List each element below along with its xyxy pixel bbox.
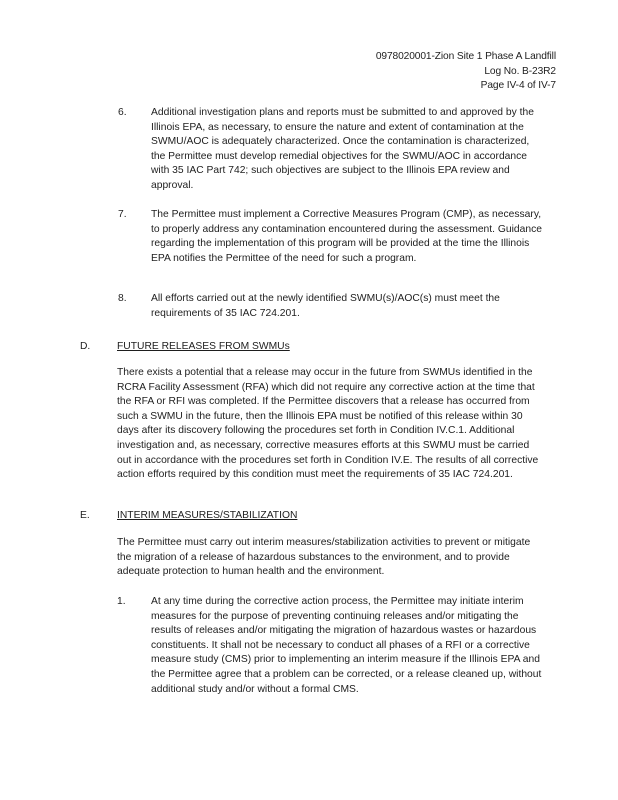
- section-e-letter: E.: [80, 510, 90, 521]
- item-number: 8.: [118, 293, 127, 304]
- item-text: At any time during the corrective action process, the Permittee may initiate interim measures for the purpose of preventing continuing releases and/or mitigating the results of releases and/or mitigating the migration of hazardous wastes or hazardous constituents. It shall not be necessary to conduct all phases of a RFI or a corrective measure study (CMS) prior to implementing an interim measure if the Illinois EPA and the Permittee agree that a problem can be corrected, or a release cleaned up, without additional study and/or without a formal CMS.: [151, 596, 542, 695]
- section-e-body: The Permittee must carry out interim measures/stabilization activities to prevent or mitigate the migration of a release of hazardous substances to the environment, and to provide adequate protection to human health and the environment.: [117, 537, 531, 578]
- header-page-number: Page IV-4 of IV-7: [480, 80, 556, 91]
- section-e-title: INTERIM MEASURES/STABILIZATION: [117, 510, 298, 521]
- item-text: Additional investigation plans and reports must be submitted to and approved by the Illinois EPA, as necessary, to ensure the nature and extent of contamination at the SWMU/AOC is adequately characterized. Once the contamination is characterized, the Permittee must develop remedial objectives for the SWMU/AOC in accordance with 35 IAC Part 742; such objectives are subject to the Illinois EPA review and approval.: [151, 107, 534, 191]
- section-d-title: FUTURE RELEASES FROM SWMUs: [117, 341, 290, 352]
- item-text: All efforts carried out at the newly identified SWMU(s)/AOC(s) must meet the requirements of 35 IAC 724.201.: [151, 293, 500, 319]
- header-permit-id: 0978020001-Zion Site 1 Phase A Landfill: [375, 51, 556, 62]
- item-number: 7.: [118, 209, 127, 220]
- item-text: The Permittee must implement a Corrective Measures Program (CMP), as necessary, to properly address any contamination encountered during the assessment. Guidance regarding the implementation of this program will be provided at the time the Illinois EPA notifies the Permittee of the need for such a program.: [151, 209, 542, 264]
- item-number: 1.: [117, 596, 126, 607]
- section-d-body: There exists a potential that a release may occur in the future from SWMUs identified in the RCRA Facility Assessment (RFA) which did not require any corrective action at the time that the RFA or RFI was completed. If the Permittee discovers that a release has occurred from such a SWMU in the future, then the Illinois EPA must be notified of this release within 30 days after its discovery following the procedures set forth in Condition IV.C.1. Additional investigation and, as necessary, corrective measures efforts at this SWMU must be carried out in accordance with the procedures set forth in Condition IV.E. The results of all corrective action efforts required by this condition must meet the requirements of 35 IAC 724.201.: [117, 367, 539, 481]
- header-log-number: Log No. B-23R2: [484, 65, 556, 77]
- page-header: [376, 50, 556, 94]
- item-number: 6.: [118, 107, 127, 118]
- section-d-letter: D.: [80, 341, 91, 352]
